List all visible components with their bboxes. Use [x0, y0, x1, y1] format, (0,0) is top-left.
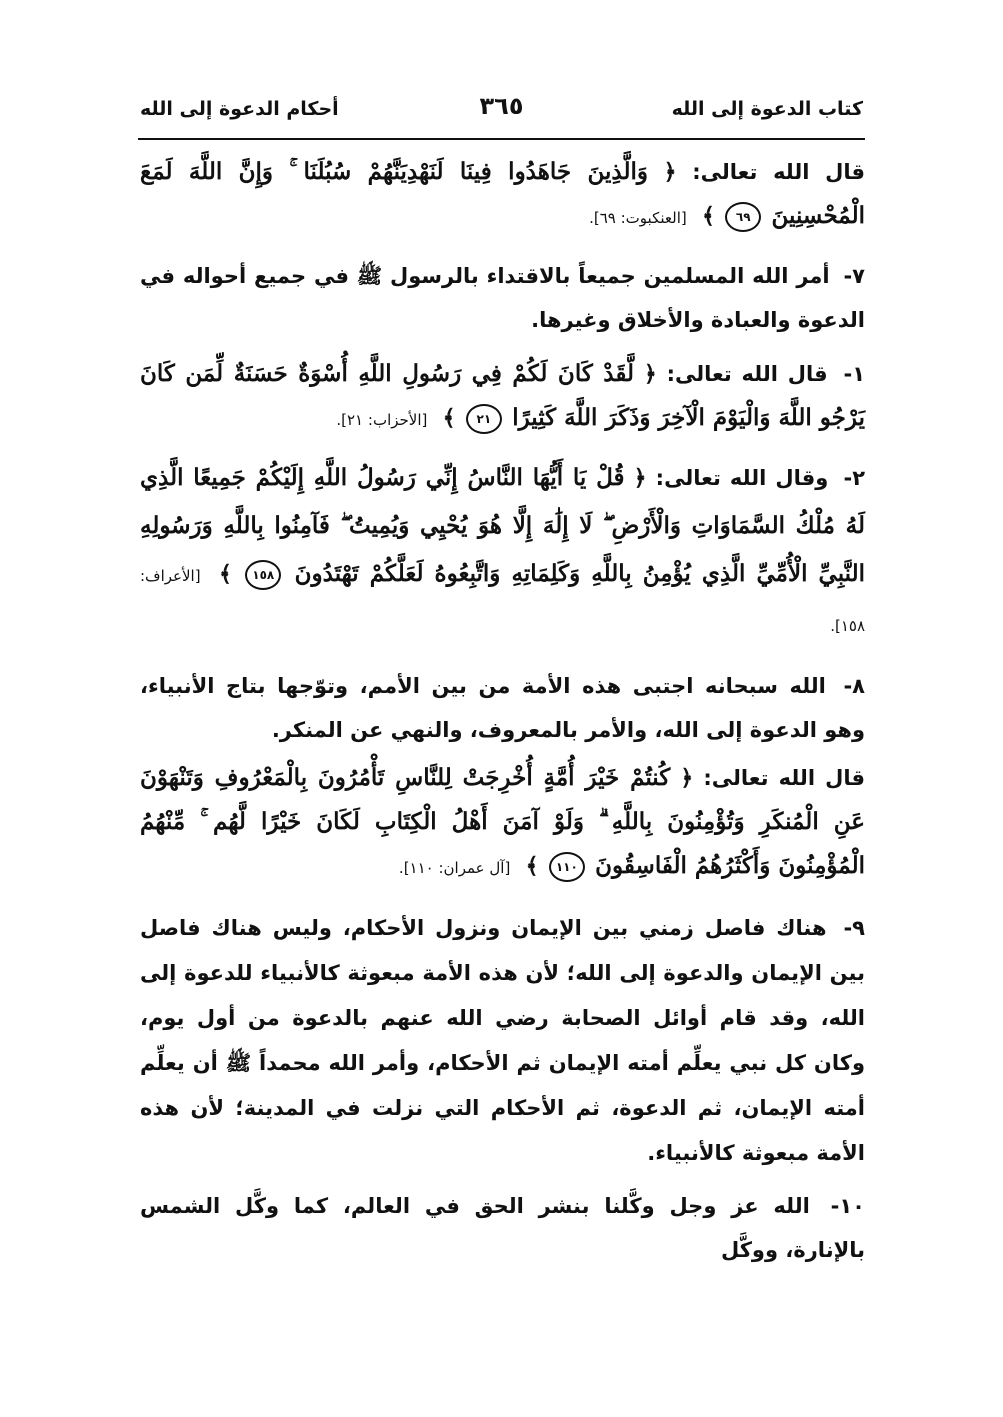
page-body [140, 150, 865, 1272]
chapter-title: أحكام الدعوة إلى الله [140, 98, 339, 120]
verse-reference: [الأعراف: ١٥٨]. [140, 567, 865, 635]
verse-paragraph [140, 454, 865, 650]
point-number: ١٠- [830, 1194, 865, 1218]
quran-close-bracket: ﴾ [702, 203, 715, 229]
numbered-point [140, 664, 865, 752]
point-text: هناك فاصل زمني بين الإيمان ونزول الأحكام، وليس هناك فاصل بين الإيمان والدعوة إلى الله؛ لأن هذه الأمة مبعوثة كالأنبياء للدعوة إلى الله، وقد قام أوائل الصحابة رضي الله عنهم بالدعوة من أول يوم، وكان كل نبي يعلِّم أمته الإيمان ثم الأحكام، وأمر الله محمداً ﷺ أن يعلِّم أمته الإيمان، ثم الدعوة، ثم الأحكام التي نزلت في المدينة؛ لأن هذه الأمة مبعوثة كالأنبياء. [140, 916, 865, 1165]
quran-verse: قُلْ يَا أَيُّهَا النَّاسُ إِنِّي رَسُولُ اللَّهِ إِلَيْكُمْ جَمِيعًا الَّذِي لَهُ مُلْكُ السَّمَاوَاتِ وَالْأَرْضِ ۖ لَا إِلَٰهَ إِلَّا هُوَ يُحْيِي وَيُمِيتُ ۖ فَآمِنُوا بِاللَّهِ وَرَسُولِهِ النَّبِيِّ الْأُمِّيِّ الَّذِي يُؤْمِنُ بِاللَّهِ وَكَلِمَاتِهِ وَاتَّبِعُوهُ لَعَلَّكُمْ تَهْتَدُونَ [140, 464, 865, 587]
quran-close-bracket: ﴾ [218, 561, 232, 587]
ayah-number-marker: ٢١ [466, 404, 502, 434]
point-text: الله سبحانه اجتبى هذه الأمة من بين الأمم، وتوّجها بتاج الأنبياء، وهو الدعوة إلى الله، والأمر بالمعروف، والنهي عن المنكر. [140, 674, 865, 742]
running-header [140, 92, 863, 132]
numbered-point [140, 254, 865, 342]
quran-verse: لَّقَدْ كَانَ لَكُمْ فِي رَسُولِ اللَّهِ أُسْوَةٌ حَسَنَةٌ لِّمَن كَانَ يَرْجُو اللَّهَ وَالْيَوْمَ الْآخِرَ وَذَكَرَ اللَّهَ كَثِيرًا [140, 360, 865, 431]
quran-close-bracket: ﴾ [442, 405, 456, 431]
ayah-number-marker: ١١٠ [549, 852, 585, 882]
verse-paragraph [140, 756, 865, 890]
quran-verse: وَالَّذِينَ جَاهَدُوا فِينَا لَنَهْدِيَنَّهُمْ سُبُلَنَا ۚ وَإِنَّ اللَّهَ لَمَعَ الْمُحْسِنِينَ [140, 158, 865, 229]
book-title: كتاب الدعوة إلى الله [671, 98, 863, 120]
point-number: ٧- [843, 264, 865, 288]
point-text: أمر الله المسلمين جميعاً بالاقتداء بالرسول ﷺ في جميع أحواله في الدعوة والعبادة والأخلاق وغيرها. [140, 264, 865, 332]
point-text: الله عز وجل وكَّلنا بنشر الحق في العالم، كما وكَّل الشمس بالإنارة، ووكَّل [140, 1194, 865, 1262]
verse-reference: [آل عمران: ١١٠]. [398, 859, 511, 877]
quran-open-bracket: ﴿ [663, 159, 677, 185]
verse-intro: قال الله تعالى: [692, 160, 865, 184]
quran-open-bracket: ﴿ [680, 765, 694, 791]
verse-paragraph [140, 352, 865, 442]
verse-intro: وقال الله تعالى: [655, 466, 829, 490]
ayah-number-marker: ٦٩ [725, 202, 761, 232]
verse-intro: قال الله تعالى: [666, 362, 828, 386]
quran-open-bracket: ﴿ [633, 465, 647, 491]
header-rule [138, 138, 865, 140]
sub-point-number: ٢- [843, 466, 866, 490]
sub-point-number: ١- [843, 362, 866, 386]
quran-close-bracket: ﴾ [525, 853, 539, 879]
page-number: ٣٦٥ [479, 92, 524, 120]
point-number: ٨- [843, 674, 865, 698]
point-number: ٩- [843, 916, 865, 940]
quran-open-bracket: ﴿ [643, 361, 657, 387]
quran-verse: كُنتُمْ خَيْرَ أُمَّةٍ أُخْرِجَتْ لِلنَّاسِ تَأْمُرُونَ بِالْمَعْرُوفِ وَتَنْهَوْنَ عَنِ الْمُنكَرِ وَتُؤْمِنُونَ بِاللَّهِ ۗ وَلَوْ آمَنَ أَهْلُ الْكِتَابِ لَكَانَ خَيْرًا لَّهُم ۚ مِّنْهُمُ الْمُؤْمِنُونَ وَأَكْثَرُهُمُ الْفَاسِقُونَ [140, 764, 865, 879]
ayah-number-marker: ١٥٨ [245, 560, 281, 590]
verse-reference: [العنكبوت: ٦٩]. [589, 209, 687, 227]
numbered-point [140, 1184, 865, 1272]
verse-intro: قال الله تعالى: [703, 766, 865, 790]
numbered-point [140, 906, 865, 1176]
verse-paragraph [140, 150, 865, 240]
verse-reference: [الأحزاب: ٢١]. [336, 411, 428, 429]
